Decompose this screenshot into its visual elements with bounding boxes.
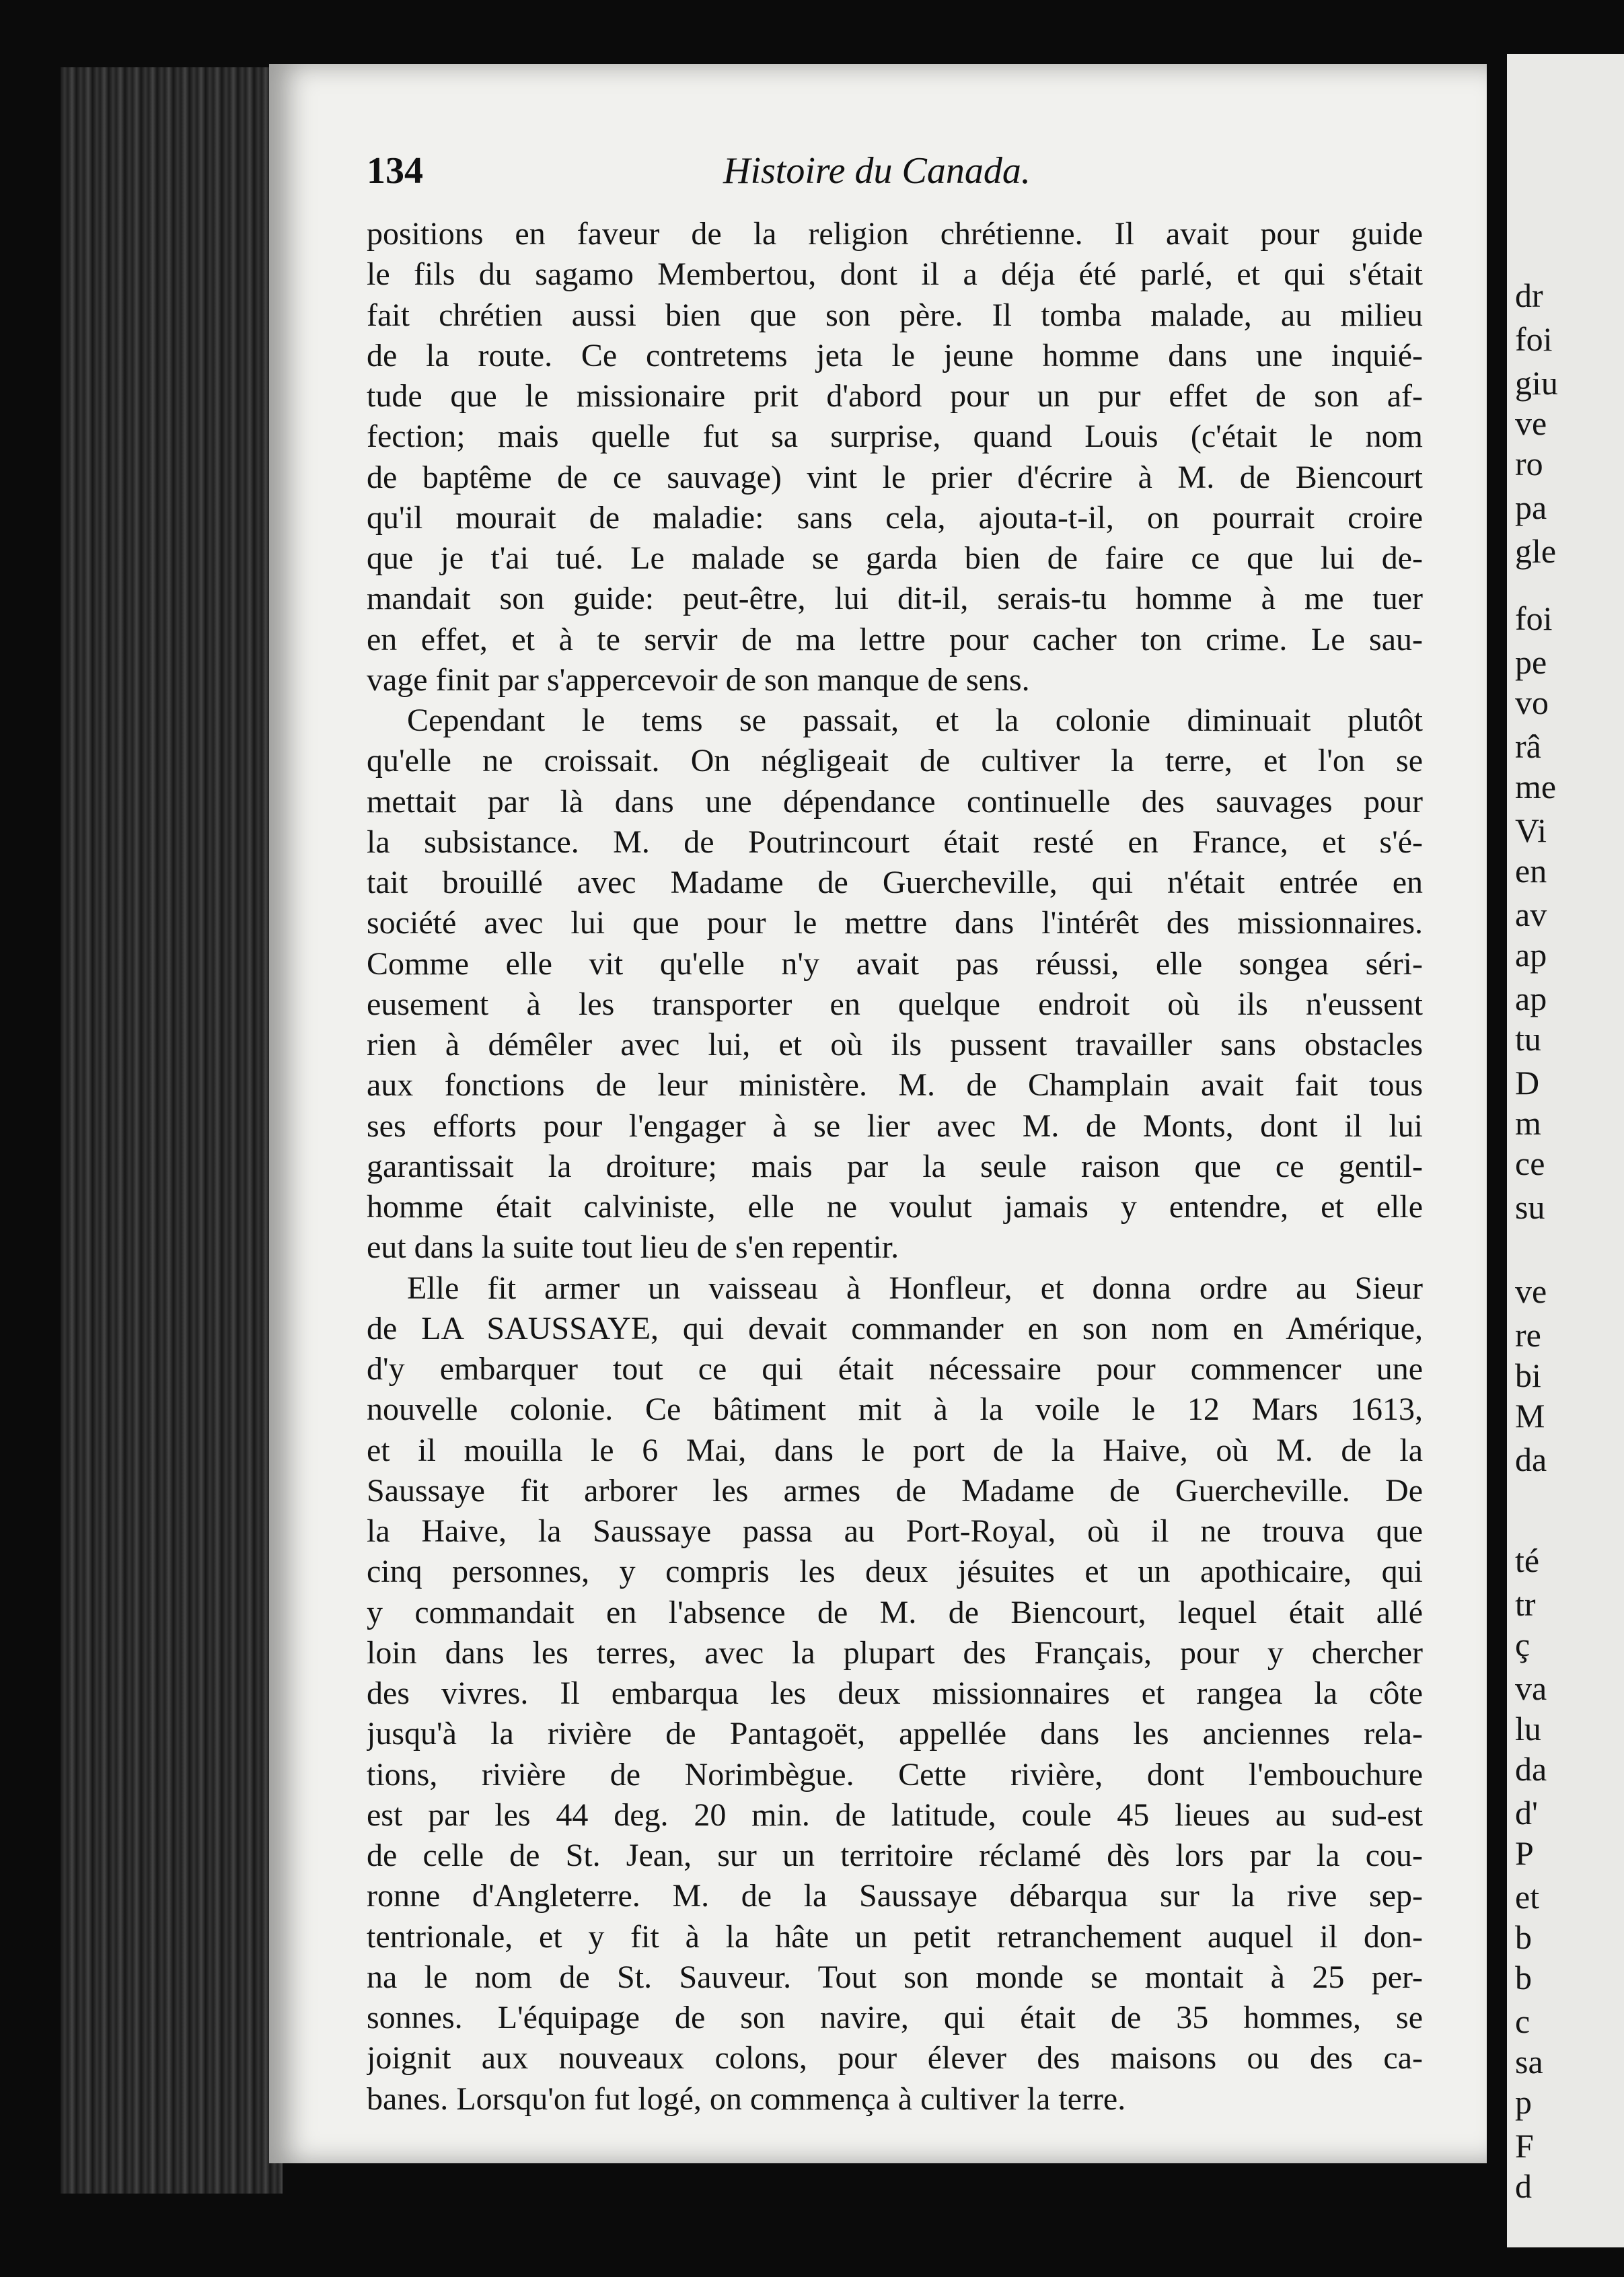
text-line: de celle de St. Jean, sur un territoire réclamé dès lors par la cou- <box>367 1838 1423 1873</box>
text-line: Saussaye fit arborer les armes de Madame de Guercheville. De <box>367 1472 1423 1509</box>
facing-page-fragment: m <box>1515 1104 1541 1142</box>
facing-page-fragment: lu <box>1515 1710 1541 1747</box>
text-line: joignit aux nouveaux colons, pour élever des maisons ou des ca- <box>367 2040 1423 2076</box>
text-line: tude que le missionaire prit d'abord pour un pur effet de son af- <box>367 378 1423 414</box>
text-line: de baptême de ce sauvage) vint le prier d'écrire à M. de Biencourt <box>367 459 1423 495</box>
facing-page-fragment: sa <box>1515 2043 1543 2081</box>
running-head <box>0 149 1624 190</box>
facing-page-fragment: ro <box>1515 445 1543 482</box>
text-line: eusement à les transporter en quelque endroit où ils n'eussent <box>367 986 1423 1022</box>
book-spine <box>61 67 283 2194</box>
facing-page-fragment: da <box>1515 1750 1547 1788</box>
body-text <box>367 214 1423 2120</box>
text-line: garantissait la droiture; mais par la seule raison que ce gentil- <box>367 1148 1423 1184</box>
facing-page-fragment: D <box>1515 1064 1540 1101</box>
text-line: tait brouillé avec Madame de Guercheville, qui n'était entrée en <box>367 865 1423 900</box>
text-line: eut dans la suite tout lieu de s'en repentir. <box>367 1229 899 1266</box>
facing-page-fragment: d <box>1515 2167 1532 2205</box>
facing-page-fragment: b <box>1515 1959 1532 1996</box>
facing-page-fragment: foi <box>1515 600 1553 637</box>
text-line: Cependant le tems se passait, et la colonie diminuait plutôt <box>407 702 1423 738</box>
facing-page-fragment: M <box>1515 1397 1545 1435</box>
facing-page-fragment: ç <box>1515 1626 1530 1663</box>
text-line: tentrionale, et y fit à la hâte un petit retranchement auquel il don- <box>367 1918 1423 1955</box>
facing-page-fragment: Vi <box>1515 811 1547 849</box>
facing-page-fragment: giu <box>1515 364 1558 402</box>
text-line: est par les 44 deg. 20 min. de latitude, coule 45 lieues au sud-est <box>367 1797 1423 1833</box>
facing-page-fragment: ap <box>1515 980 1547 1017</box>
facing-page-fragment: foi <box>1515 320 1553 358</box>
text-line: d'y embarquer tout ce qui était nécessaire pour commencer une <box>367 1351 1423 1387</box>
text-line: tions, rivière de Norimbègue. Cette rivière, dont l'embouchure <box>367 1756 1423 1793</box>
facing-page-fragment: su <box>1515 1188 1545 1226</box>
text-line: des vivres. Il embarqua les deux missionnaires et rangea la côte <box>367 1675 1423 1711</box>
facing-page-fragment: P <box>1515 1834 1534 1872</box>
text-line: fait chrétien aussi bien que son père. Il tomba malade, au milieu <box>367 297 1423 333</box>
facing-page-fragment: va <box>1515 1669 1547 1707</box>
text-line: que je t'ai tué. Le malade se garda bien de faire ce que lui de- <box>367 540 1423 576</box>
facing-page-fragment: ap <box>1515 936 1547 974</box>
text-line: de LA SAUSSAYE, qui devait commander en son nom en Amérique, <box>367 1310 1423 1346</box>
text-line: y commandait en l'absence de M. de Biencourt, lequel était allé <box>367 1594 1423 1630</box>
text-line: banes. Lorsqu'on fut logé, on commença à cultiver la terre. <box>367 2081 1126 2117</box>
text-line: Comme elle vit qu'elle n'y avait pas réussi, elle songea séri- <box>367 945 1423 982</box>
facing-page-fragment: en <box>1515 852 1547 890</box>
facing-page-fragment: râ <box>1515 727 1541 765</box>
facing-page-fragment: F <box>1515 2127 1534 2165</box>
facing-page-fragment: ve <box>1515 404 1547 442</box>
facing-page-fragment: p <box>1515 2083 1532 2121</box>
text-line: qu'il mourait de maladie: sans cela, ajouta-t-il, on pourrait croire <box>367 499 1423 536</box>
text-line: société avec lui que pour le mettre dans l'intérêt des missionnaires. <box>367 905 1423 941</box>
text-line: aux fonctions de leur ministère. M. de Champlain avait fait tous <box>367 1067 1423 1104</box>
text-line: fection; mais quelle fut sa surprise, quand Louis (c'était le nom <box>367 419 1423 455</box>
text-line: Elle fit armer un vaisseau à Honfleur, et donna ordre au Sieur <box>407 1270 1423 1306</box>
text-line: mettait par là dans une dépendance continuelle des sauvages pour <box>367 783 1423 820</box>
facing-page-fragment: gle <box>1515 532 1557 570</box>
text-line: rien à démêler avec lui, et où ils pussent travailler sans obstacles <box>367 1027 1423 1062</box>
text-line: jusqu'à la rivière de Pantagoët, appellée dans les anciennes rela- <box>367 1716 1423 1752</box>
facing-page-edge <box>1507 54 1624 2247</box>
page-number: 134 <box>367 150 423 192</box>
facing-page-fragment: da <box>1515 1441 1547 1478</box>
text-line: vage finit par s'appercevoir de son manque de sens. <box>367 661 1030 698</box>
facing-page-fragment: me <box>1515 768 1557 805</box>
facing-page-fragment: c <box>1515 2002 1530 2040</box>
text-line: loin dans les terres, avec la plupart des Français, pour y chercher <box>367 1634 1423 1671</box>
text-line: qu'elle ne croissait. On négligeait de cultiver la terre, et l'on se <box>367 743 1423 779</box>
facing-page-fragment: té <box>1515 1542 1540 1579</box>
text-line: la Haive, la Saussaye passa au Port-Royal, où il ne trouva que <box>367 1513 1423 1549</box>
text-line: homme était calviniste, elle ne voulut jamais y entendre, et elle <box>367 1189 1423 1225</box>
text-line: positions en faveur de la religion chrétienne. Il avait pour guide <box>367 216 1423 252</box>
facing-page-fragment: av <box>1515 896 1547 933</box>
facing-page-fragment: vo <box>1515 684 1549 721</box>
text-line: ronne d'Angleterre. M. de la Saussaye débarqua sur la rive sep- <box>367 1878 1423 1914</box>
running-title: Histoire du Canada. <box>723 150 1031 192</box>
facing-page-fragment: tu <box>1515 1020 1541 1058</box>
facing-page-fragment: b <box>1515 1918 1532 1956</box>
facing-page-fragment: d' <box>1515 1794 1539 1832</box>
facing-page-fragment: re <box>1515 1316 1541 1354</box>
text-line: cinq personnes, y compris les deux jésuites et un apothicaire, qui <box>367 1554 1423 1590</box>
facing-page-fragment: tr <box>1515 1585 1536 1623</box>
text-line: na le nom de St. Sauveur. Tout son monde se montait à 25 per- <box>367 1959 1423 1995</box>
facing-page-fragment: dr <box>1515 277 1543 314</box>
facing-page-fragment: ve <box>1515 1272 1547 1310</box>
text-line: en effet, et à te servir de ma lettre pour cacher ton crime. Le sau- <box>367 621 1423 657</box>
text-line: nouvelle colonie. Ce bâtiment mit à la voile le 12 Mars 1613, <box>367 1392 1423 1428</box>
text-line: la subsistance. M. de Poutrincourt était resté en France, et s'é- <box>367 824 1423 860</box>
facing-page-fragment: pa <box>1515 489 1547 526</box>
facing-page-fragment: bi <box>1515 1357 1541 1394</box>
text-line: et il mouilla le 6 Mai, dans le port de la Haive, où M. de la <box>367 1432 1423 1468</box>
facing-page-fragment: ce <box>1515 1145 1545 1182</box>
facing-page-fragment: pe <box>1515 643 1547 681</box>
facing-page-fragment: et <box>1515 1878 1540 1916</box>
text-line: le fils du sagamo Membertou, dont il a déja été parlé, et qui s'était <box>367 256 1423 293</box>
text-line: sonnes. L'équipage de son navire, qui était de 35 hommes, se <box>367 2000 1423 2035</box>
text-line: mandait son guide: peut-être, lui dit-il, serais-tu homme à me tuer <box>367 581 1423 617</box>
text-line: de la route. Ce contretems jeta le jeune homme dans une inquié- <box>367 337 1423 373</box>
text-line: ses efforts pour l'engager à se lier avec M. de Monts, dont il lui <box>367 1108 1423 1144</box>
